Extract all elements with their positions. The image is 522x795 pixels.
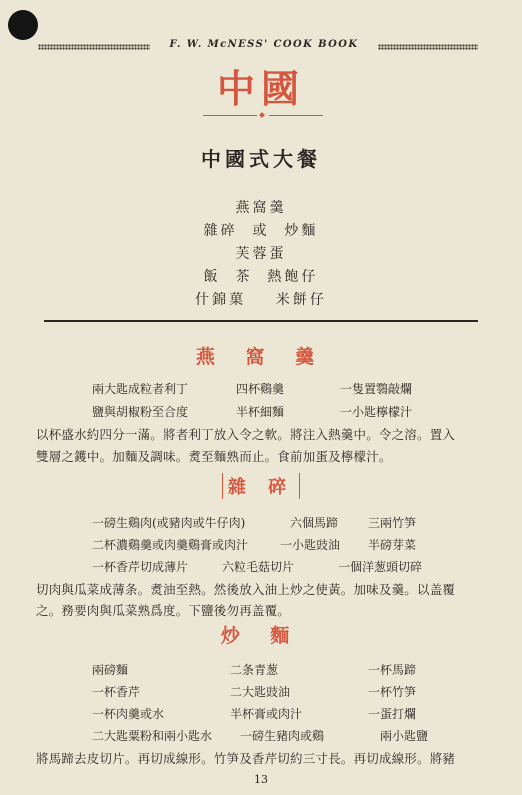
ingredient: 二大匙粟粉和兩小匙水 <box>92 729 213 743</box>
page-title: 中國 <box>216 66 305 111</box>
ingredient: 兩磅麵 <box>92 663 129 677</box>
ingredient: 六個馬蹄 <box>290 516 339 530</box>
page-subtitle: 中國式大餐 <box>201 147 321 171</box>
ingredient: 一杯竹笋 <box>368 685 417 699</box>
ingredient: 一杯香芹切成薄片 <box>92 560 189 574</box>
ingredient: 鹽與胡椒粉至合度 <box>92 405 189 419</box>
ingredient: 二条青葱 <box>230 663 279 677</box>
method-line: 之。務要肉與瓜菜熟爲度。下鹽後勿再盖覆。 <box>36 603 291 618</box>
ingredient: 一磅生豬肉或鷄 <box>240 729 325 743</box>
ingredient: 一杯馬蹄 <box>368 663 417 677</box>
ingredient: 半杯膏或肉汁 <box>230 707 303 721</box>
ingredient: 六粒毛菇切片 <box>222 560 295 574</box>
method-line: 以杯盛水約四分一滿。將者利丁放入令之軟。將注入熱羹中。令之溶。置入 <box>36 427 456 442</box>
menu-item: 燕窩羹 <box>235 200 287 216</box>
section-divider <box>44 320 478 322</box>
menu-item: 芙蓉蛋 <box>235 246 287 262</box>
ingredient: 二大匙豉油 <box>230 685 291 699</box>
ingredient: 三兩竹笋 <box>368 516 417 530</box>
ingredient: 半磅芽菜 <box>368 538 417 552</box>
ingredient: 二杯濃鷄羹或肉羹鷄膏或肉汁 <box>92 538 249 552</box>
running-header <box>38 41 478 53</box>
method-line: 將馬蹄去皮切片。再切成線形。竹笋及香芹切約三寸長。再切成線形。將豬 <box>36 751 456 766</box>
page-number: 13 <box>254 773 268 786</box>
ingredient: 一杯肉羹或水 <box>92 707 165 721</box>
ingredient: 半杯細麵 <box>236 405 285 419</box>
menu-item: 什錦菓 米餅仔 <box>195 292 327 308</box>
method-line: 切肉與瓜菜成薄条。煑油至熱。然後放入油上炒之使黃。加味及羹。以盖覆 <box>36 582 456 597</box>
ingredient: 兩大匙成粒者利丁 <box>92 382 189 396</box>
ingredient: 一杯香芹 <box>92 685 141 699</box>
header-dots-left <box>38 44 150 50</box>
ingredient: 一蛋打爛 <box>368 707 417 721</box>
ingredient: 一小匙檸檬汁 <box>340 405 413 419</box>
menu-item: 飯 茶 熱飽仔 <box>203 269 319 285</box>
ingredient: 四杯鷄羹 <box>236 382 285 396</box>
title-ornament <box>203 113 323 117</box>
ingredient: 一隻置䴇敲爛 <box>340 382 413 396</box>
header-dots-right <box>378 44 478 50</box>
section-heading: 炒 麵 <box>220 625 302 647</box>
method-line: 雙層之鑊中。加麵及調味。煑至麵熟而止。食前加蛋及檸檬汁。 <box>36 449 392 464</box>
punch-hole <box>8 10 38 40</box>
menu-item: 雜碎 或 炒麵 <box>203 223 319 239</box>
ingredient: 一磅生鷄肉(或豬肉或牛仔肉) <box>92 516 246 530</box>
section-heading: 雜 碎 <box>222 473 300 499</box>
ingredient: 一小匙豉油 <box>280 538 341 552</box>
ingredient: 兩小匙鹽 <box>380 729 429 743</box>
running-title: F. W. McNESS' COOK BOOK <box>169 39 359 50</box>
ingredient: 一個洋葱頭切碎 <box>338 560 423 574</box>
section-heading: 燕 窩 羹 <box>195 346 327 368</box>
